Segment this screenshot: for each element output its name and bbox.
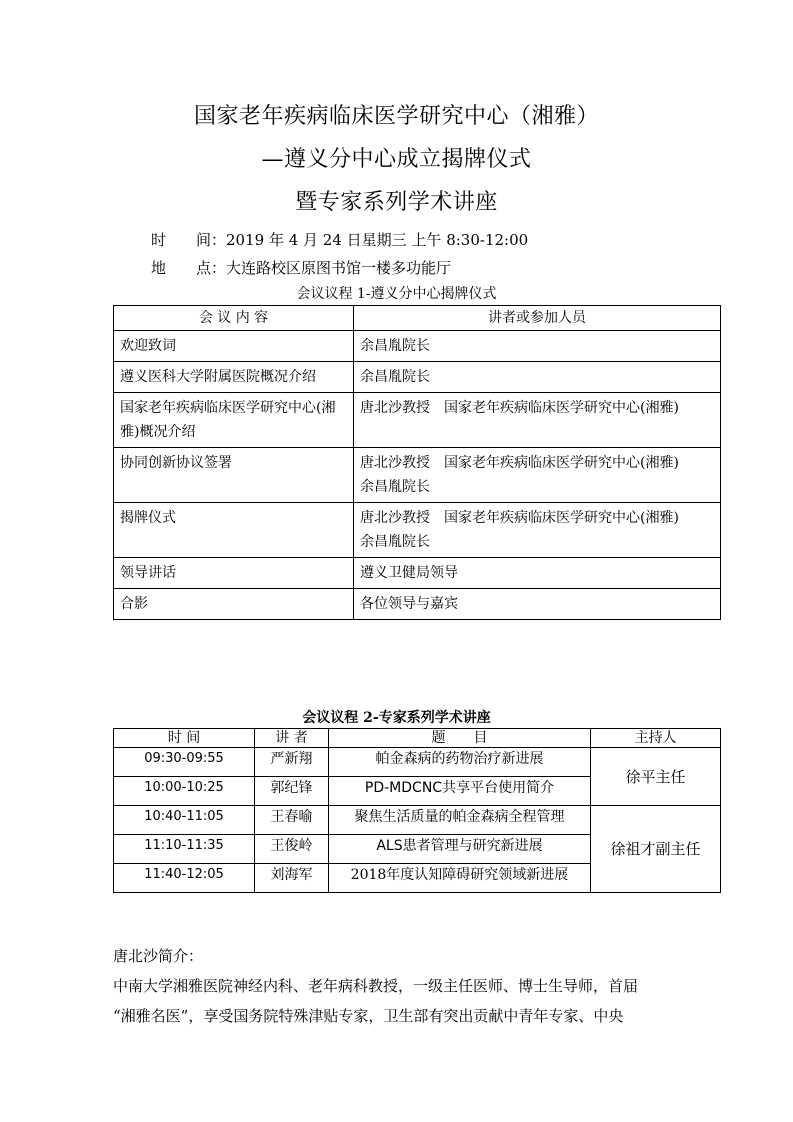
agenda1-row [114, 558, 721, 589]
title-line-2: —遵义分中心成立揭牌仪式 [261, 147, 532, 172]
agenda1-content-cell: 合影 [114, 589, 354, 620]
agenda2-header-host: 主持人 [591, 729, 721, 748]
agenda1-people-cell [354, 331, 721, 362]
agenda2-host-cell: 徐平主任 [591, 748, 721, 806]
agenda1-row [114, 393, 721, 448]
agenda1-header-row [114, 306, 721, 331]
agenda2-time-cell: 09:30-09:55 [114, 748, 255, 777]
agenda1-person: 唐北沙教授 国家老年疾病临床医学研究中心(湘雅) [360, 510, 679, 526]
agenda1-people-cell [354, 589, 721, 620]
agenda2-header-row [114, 729, 721, 748]
agenda2-header-time: 时 间 [114, 729, 255, 748]
agenda1-row [114, 448, 721, 503]
agenda1-row [114, 331, 721, 362]
agenda2-speaker-cell: 严新翔 [255, 748, 329, 777]
agenda1-content-cell: 国家老年疾病临床医学研究中心(湘雅)概况介绍 [114, 393, 354, 448]
title-line-1: 国家老年疾病临床医学研究中心（湘雅） [193, 104, 599, 129]
agenda2-time-cell: 10:40-11:05 [114, 806, 255, 835]
agenda1-content-cell: 领导讲话 [114, 558, 354, 589]
agenda1-content-cell: 欢迎致词 [114, 331, 354, 362]
agenda2-speaker-cell: 刘海军 [255, 864, 329, 893]
agenda2-speaker-cell: 郭纪锋 [255, 777, 329, 806]
agenda1-content-cell: 揭牌仪式 [114, 503, 354, 558]
agenda1-caption: 会议议程 1-遵义分中心揭牌仪式 [296, 286, 497, 302]
place-value: 大连路校区原图书馆一楼多功能厅 [226, 259, 452, 277]
bio-line-2: “湘雅名医”，享受国务院特殊津贴专家，卫生部有突出贡献中青年专家、中央 [113, 1007, 624, 1025]
place-label: 地 点： [151, 259, 227, 277]
agenda1-person: 唐北沙教授 国家老年疾病临床医学研究中心(湘雅) [360, 455, 679, 471]
agenda2-speaker-cell: 王春喻 [255, 806, 329, 835]
agenda1-row [114, 589, 721, 620]
agenda2-topic-cell: PD-MDCNC共享平台使用简介 [329, 777, 591, 806]
agenda1-person: 各位领导与嘉宾 [360, 596, 458, 612]
agenda2-header-topic: 题 目 [329, 729, 591, 748]
time-value: 2019 年 4 月 24 日星期三 上午 8:30-12:00 [226, 231, 529, 249]
agenda2-time-cell: 11:10-11:35 [114, 835, 255, 864]
agenda1-people-cell [354, 362, 721, 393]
agenda2-topic-cell: 帕金森病的药物治疗新进展 [329, 748, 591, 777]
place-row [151, 258, 451, 278]
bio-heading: 唐北沙简介： [113, 947, 204, 965]
agenda2-table [113, 728, 721, 893]
agenda1-person: 唐北沙教授 国家老年疾病临床医学研究中心(湘雅) [360, 400, 679, 416]
agenda1-people-cell [354, 393, 721, 448]
bio-line-1: 中南大学湘雅医院神经内科、老年病科教授，一级主任医师、博士生导师，首届 [113, 977, 639, 995]
agenda2-row [114, 748, 721, 777]
title-line-3: 暨专家系列学术讲座 [295, 190, 498, 215]
agenda2-topic-cell: ALS患者管理与研究新进展 [329, 835, 591, 864]
agenda1-people-cell [354, 503, 721, 558]
agenda1-people-cell [354, 558, 721, 589]
time-label: 时 间： [151, 231, 227, 249]
agenda2-header-speaker: 讲 者 [255, 729, 329, 748]
agenda2-time-cell: 10:00-10:25 [114, 777, 255, 806]
agenda1-row [114, 362, 721, 393]
agenda1-header-people: 讲者或参加人员 [354, 306, 721, 331]
agenda1-row [114, 503, 721, 558]
agenda2-row [114, 806, 721, 835]
agenda1-table [113, 305, 721, 620]
agenda1-content-cell: 协同创新协议签署 [114, 448, 354, 503]
agenda1-person: 余昌胤院长 [360, 369, 430, 385]
agenda2-caption: 会议议程 2-专家系列学术讲座 [302, 710, 491, 726]
agenda1-content-cell: 遵义医科大学附属医院概况介绍 [114, 362, 354, 393]
agenda2-topic-cell: 2018年度认知障碍研究领域新进展 [329, 864, 591, 893]
agenda1-person: 余昌胤院长 [360, 534, 430, 550]
agenda1-person: 余昌胤院长 [360, 338, 430, 354]
agenda1-person: 余昌胤院长 [360, 479, 430, 495]
agenda2-host-cell: 徐祖才副主任 [591, 806, 721, 893]
agenda2-time-cell: 11:40-12:05 [114, 864, 255, 893]
agenda1-header-content: 会 议 内 容 [114, 306, 354, 331]
agenda1-people-cell [354, 448, 721, 503]
agenda2-topic-cell: 聚焦生活质量的帕金森病全程管理 [329, 806, 591, 835]
time-row [151, 230, 528, 250]
agenda2-speaker-cell: 王俊岭 [255, 835, 329, 864]
agenda1-person: 遵义卫健局领导 [360, 565, 458, 581]
